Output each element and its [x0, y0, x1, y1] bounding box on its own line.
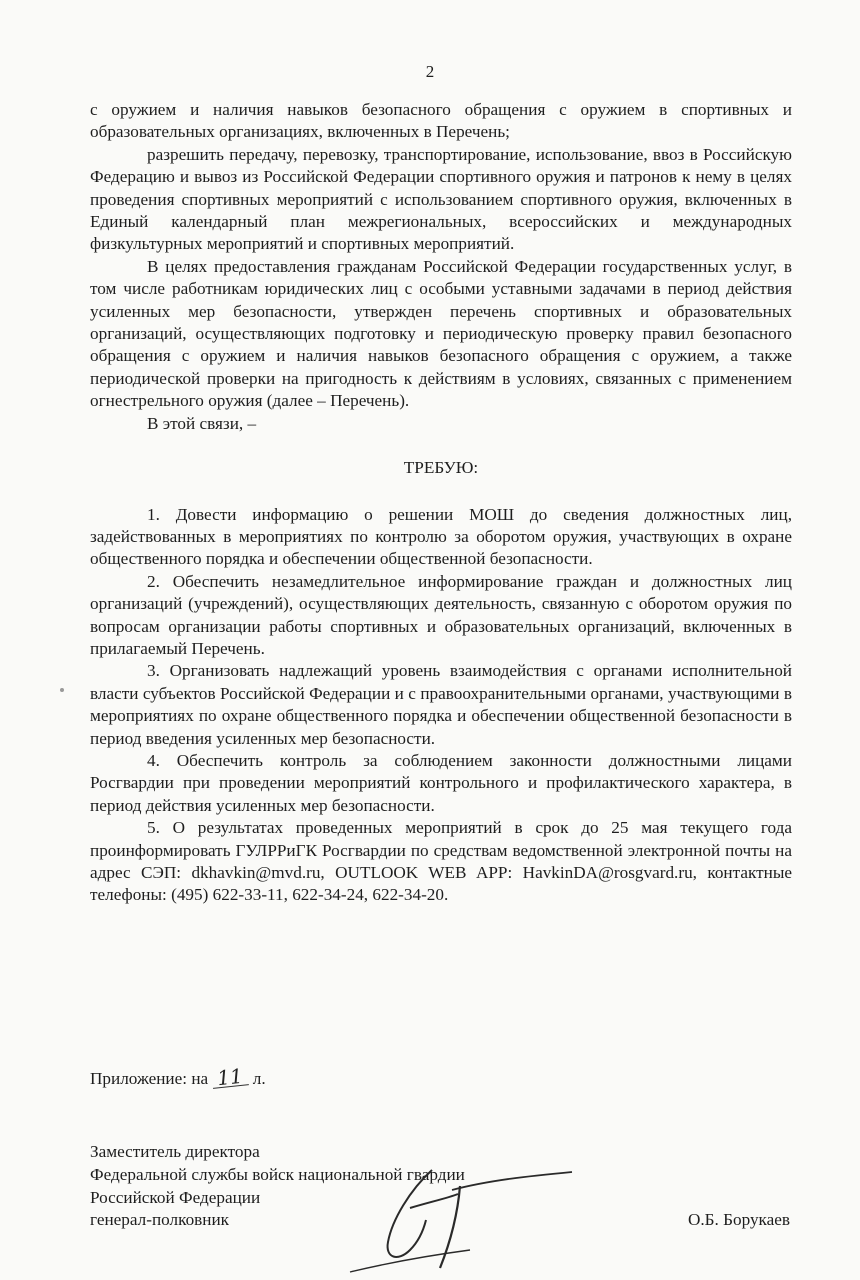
paragraph-connection: В этой связи, –	[147, 413, 257, 433]
item-1: 1. Довести информацию о решении МОШ до сведения должностных лиц, задействованных в мероприятиях по контролю за оборотом оружия, участвующих в охране общественного порядка и обеспечении общественной безопасности.	[90, 504, 792, 569]
attachment-suffix: л.	[252, 1069, 266, 1088]
signer-name: О.Б. Борукаев	[687, 1210, 790, 1229]
signatory-rank: генерал-полковник	[90, 1210, 230, 1230]
item-5: 5. О результатах проведенных мероприятий в срок до 25 мая текущего года проинформировать ГУЛРРиГК Росгвардии по средствам ведомственной электронной почты на адрес СЭП: dkhavkin@mvd.ru, OUTLOOK WEB APP: HavkinDA@rosgvard.ru, контактные телефоны: (495) 622-33-11, 622-34-24, 622-34-20.	[90, 818, 792, 905]
attachment-page-count: 11	[212, 1066, 250, 1089]
attachment-prefix: Приложение: на	[90, 1069, 209, 1088]
item-2: 2. Обеспечить незамедлительное информирование граждан и должностных лиц организаций (учреждений), осуществляющих деятельность, связанную с оборотом оружия по вопросам организации работы спортивных и образовательных организаций, включенных в прилагаемый Перечень.	[90, 571, 792, 658]
signatory-agency: Федеральной службы войск национальной гвардии	[90, 1164, 465, 1184]
heading-demand: ТРЕБУЮ:	[403, 458, 479, 478]
signatory-position: Заместитель директора	[90, 1142, 260, 1161]
attachment-line	[90, 1063, 266, 1091]
paragraph-purpose: В целях предоставления гражданам Российской Федерации государственных услуг, в том числе работникам юридических лиц с особыми уставными задачами в период действия усиленных мер безопасности, утвержден перечень спортивных и образовательных организаций, осуществляющих подготовку и периодическую проверку правил безопасного обращения с оружием и наличия навыков безопасного обращения с оружием, а также периодической проверки на пригодность к действиям в условиях, связанных с применением огнестрельного оружия (далее – Перечень).	[90, 256, 792, 411]
handwritten-signature	[340, 1150, 580, 1280]
paragraph-permit: разрешить передачу, перевозку, транспортирование, использование, ввоз в Российскую Федерацию и вывоз из Российской Федерации спортивного оружия и патронов к нему в целях проведения спортивных мероприятий с использованием спортивного оружия, включенных в Единый календарный план межрегиональных, всероссийских и международных физкультурных мероприятий и спортивных мероприятий.	[90, 144, 792, 254]
signatory-country: Российской Федерации	[90, 1187, 261, 1207]
page-number: 2	[425, 62, 435, 81]
item-3: 3. Организовать надлежащий уровень взаимодействия с органами исполнительной власти субъектов Российской Федерации и с правоохранительными органами, участвующими в мероприятиях по охране общественного порядка и обеспечении общественной безопасности в период введения усиленных мер безопасности.	[90, 661, 792, 748]
item-4: 4. Обеспечить контроль за соблюдением законности должностными лицами Росгвардии при проведении мероприятий контрольного и профилактического характера, в период действия усиленных мер безопасности.	[90, 750, 792, 815]
paragraph-continuation: с оружием и наличия навыков безопасного обращения с оружием в спортивных и образовательных организациях, включенных в Перечень;	[90, 100, 792, 142]
scan-dot	[60, 688, 64, 692]
document-body	[90, 99, 792, 907]
